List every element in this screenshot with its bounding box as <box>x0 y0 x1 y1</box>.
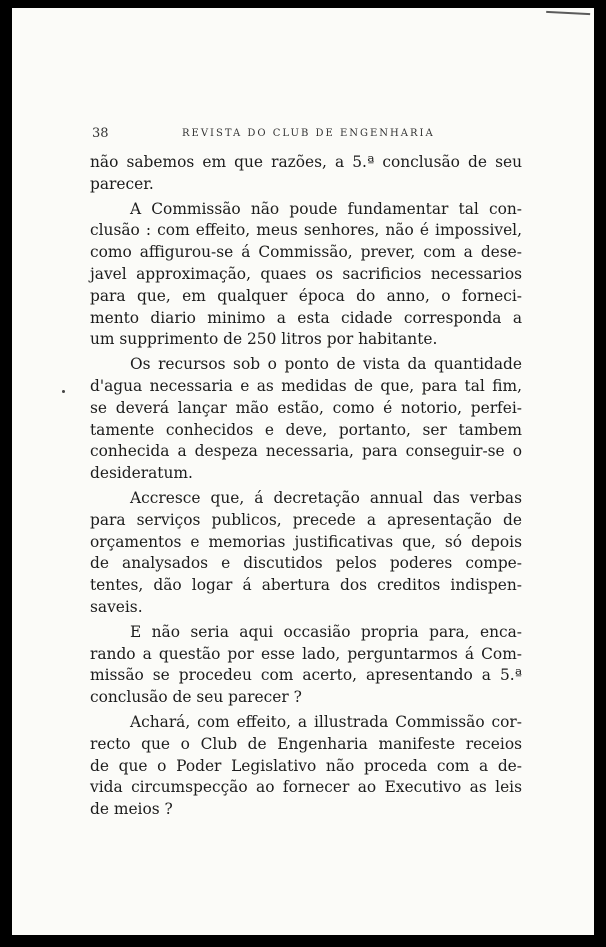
text-line: como affigurou-se á Commissão, prever, com a dese- <box>90 243 522 262</box>
text-line: Achará, com effeito, a illustrada Commissão cor- <box>130 712 522 731</box>
scan-corner-mark <box>546 11 590 21</box>
text-line: tentes, dão logar á abertura dos creditos indispen- <box>90 576 522 595</box>
text-line: parecer. <box>90 174 154 193</box>
body-text <box>90 152 522 821</box>
text-line: de meios ? <box>90 800 173 819</box>
text-line: Accresce que, á decretação annual das verbas <box>130 488 522 507</box>
text-line: tamente conhecidos e deve, portanto, ser tambem <box>90 420 522 439</box>
text-line: missão se procedeu com acerto, apresentando a 5.ª <box>90 666 522 685</box>
page-number: 38 <box>92 126 109 141</box>
text-line: clusão : com effeito, meus senhores, não é impossivel, <box>90 221 522 240</box>
text-line: de que o Poder Legislativo não proceda com a de- <box>90 756 522 775</box>
paragraph <box>90 152 522 196</box>
text-line: Os recursos sob o ponto de vista da quantidade <box>130 355 522 374</box>
text-line: um supprimento de 250 litros por habitante. <box>90 330 438 349</box>
text-line: d'agua necessaria e as medidas de que, para tal fim, <box>90 376 522 395</box>
text-line: se deverá lançar mão estão, como é notorio, perfei- <box>90 398 522 417</box>
text-line: conclusão de seu parecer ? <box>90 688 302 707</box>
paragraph <box>90 488 522 619</box>
text-line: E não seria aqui occasião propria para, enca- <box>130 622 522 641</box>
paragraph <box>90 622 522 709</box>
text-line: A Commissão não poude fundamentar tal con- <box>130 199 522 218</box>
text-line: de analysados e discutidos pelos poderes compe- <box>90 554 522 573</box>
paragraph <box>90 354 522 485</box>
scanned-page <box>12 8 594 935</box>
text-line: não sabemos em que razões, a 5.ª conclusão de seu <box>90 153 522 171</box>
text-line: conhecida a despeza necessaria, para conseguir-se o <box>90 442 522 461</box>
text-line: vida circumspecção ao fornecer ao Executivo as leis <box>90 778 522 797</box>
text-line: para que, em qualquer época do anno, o forneci- <box>90 286 522 305</box>
text-line: mento diario minimo a esta cidade corresponda a <box>90 308 522 327</box>
text-line: para serviços publicos, precede a apresentação de <box>90 510 522 529</box>
stray-ink-dot <box>62 390 65 393</box>
text-line: recto que o Club de Engenharia manifeste receios <box>90 734 522 753</box>
paragraph <box>90 199 522 352</box>
text-line: saveis. <box>90 597 143 616</box>
running-title: REVISTA DO CLUB DE ENGENHARIA <box>182 128 435 139</box>
text-line: javel approximação, quaes os sacrificios necessarios <box>90 264 522 283</box>
paragraph <box>90 712 522 821</box>
text-line: desideratum. <box>90 464 193 483</box>
running-header <box>92 126 522 146</box>
text-line: orçamentos e memorias justificativas que, só depois <box>90 532 522 551</box>
text-line: rando a questão por esse lado, perguntarmos á Com- <box>90 644 522 663</box>
